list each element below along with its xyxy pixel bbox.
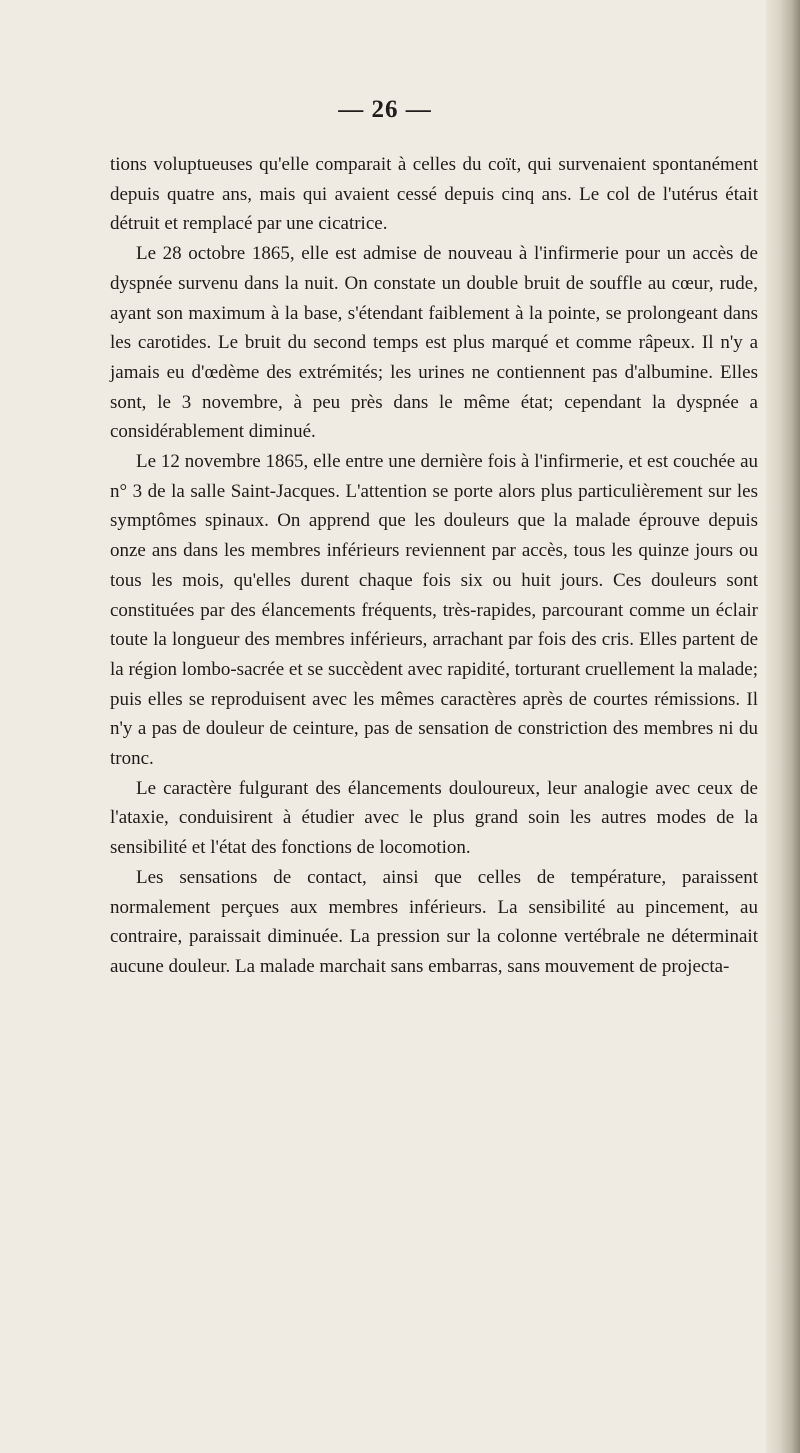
text-body [110,150,758,982]
paragraph-3: Le 12 novembre 1865, elle entre une dernière fois à l'infirmerie, et est couchée au n° 3 de la salle Saint-Jacques. L'attention se porte alors plus particulièrement sur les symptômes spinaux. On apprend que les douleurs que la malade éprouve depuis onze ans dans les membres inférieurs reviennent par accès, tous les quinze jours ou tous les mois, qu'elles durent chaque fois six ou huit jours. Ces douleurs sont constituées par des élancements fréquents, très-rapides, parcourant comme un éclair toute la longueur des membres inférieurs, arrachant par fois des cris. Elles partent de la région lombo-sacrée et se succèdent avec rapidité, torturant cruellement la malade; puis elles se reproduisent avec les mêmes caractères après de courtes rémissions. Il n'y a pas de douleur de ceinture, pas de sensation de constriction des membres ni du tronc. [110,451,758,770]
page-edge-shadow [766,0,800,1453]
paragraph-5: Les sensations de contact, ainsi que celles de température, paraissent normalement perçues aux membres inférieurs. La sensibilité au pincement, au contraire, paraissait diminuée. La pression sur la colonne vertébrale ne déterminait aucune douleur. La malade marchait sans embarras, sans mouvement de projecta- [110,866,758,977]
paragraph-2: Le 28 octobre 1865, elle est admise de nouveau à l'infirmerie pour un accès de dyspnée survenu dans la nuit. On constate un double bruit de souffle au cœur, rude, ayant son maximum à la base, s'étendant faiblement à la pointe, se prolongeant dans les carotides. Le bruit du second temps est plus marqué et comme râpeux. Il n'y a jamais eu d'œdème des extrémités; les urines ne contiennent pas d'albumine. Elles sont, le 3 novembre, à peu près dans le même état; cependant la dyspnée a considérablement diminué. [110,243,758,443]
page-number: — 26 — [338,96,432,123]
paragraph-1: tions voluptueuses qu'elle comparait à celles du coït, qui survenaient spontanément depuis quatre ans, mais qui avaient cessé depuis cinq ans. Le col de l'utérus était détruit et remplacé par une cicatrice. [110,154,758,235]
paragraph-4: Le caractère fulgurant des élancements douloureux, leur analogie avec ceux de l'ataxie, conduisirent à étudier avec le plus grand soin les autres modes de la sensibilité et l'état des fonctions de locomotion. [110,777,758,859]
